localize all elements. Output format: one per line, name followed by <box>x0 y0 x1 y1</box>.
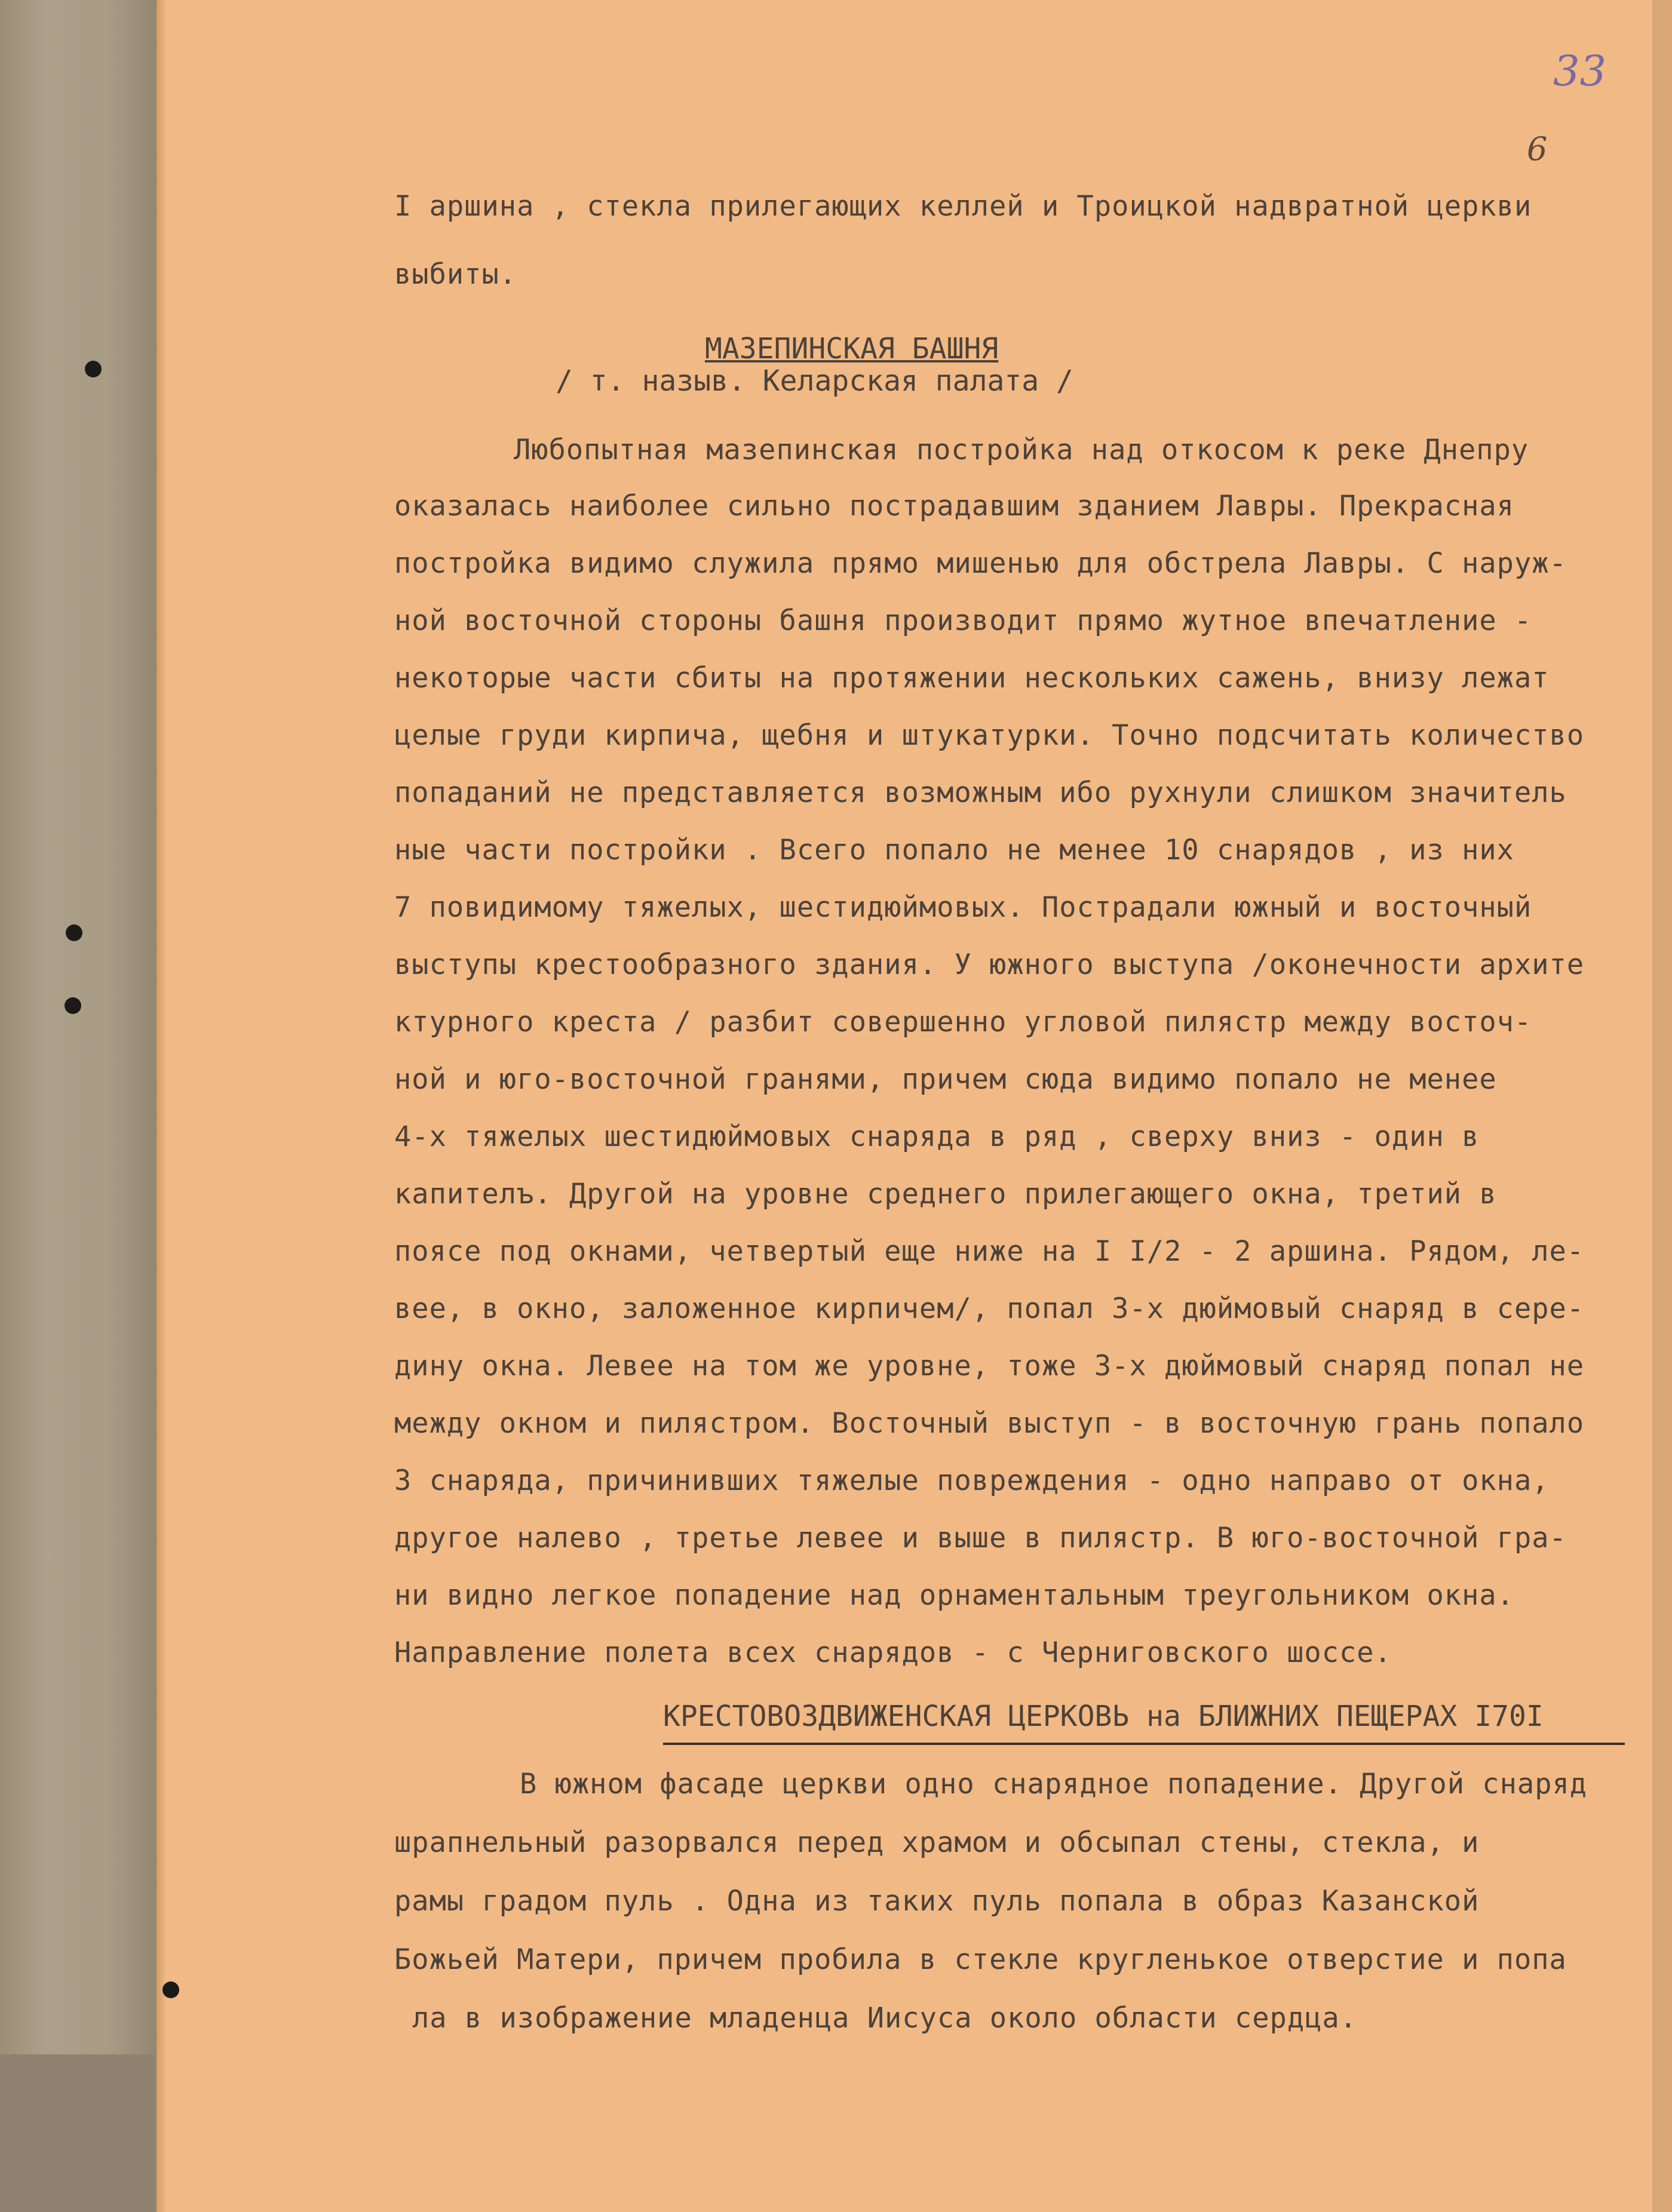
body-line: ные части постройки . Всего попало не менее 10 снарядов , из них <box>394 834 1514 867</box>
body-line: Направление полета всех снарядов - с Черниговского шоссе. <box>394 1636 1392 1669</box>
body-line: вее, в окно, заложенное кирпичем/, попал 3-х дюймовый снаряд в сере- <box>394 1292 1585 1325</box>
body-line: капителъ. Другой на уровне среднего прилегающего окна, третий в <box>394 1178 1497 1211</box>
body-line: целые груди кирпича, щебня и штукатурки. Точно подсчитать количество <box>394 719 1585 752</box>
body-line: оказалась наиболее сильно пострадавшим зданием Лавры. Прекрасная <box>394 490 1514 523</box>
body-line: рамы градом пуль . Одна из таких пуль попала в образ Казанской <box>394 1885 1480 1918</box>
punch-hole <box>85 361 102 377</box>
binding-bottom-tab <box>0 2054 157 2212</box>
punch-hole <box>66 924 82 941</box>
title-underline <box>663 1743 1625 1745</box>
body-line: другое налево , третье левее и выше в пилястр. В юго-восточной гра- <box>394 1522 1567 1554</box>
body-line: Любопытная мазепинская постройка над откосом к реке Днепру <box>514 434 1529 466</box>
sheet-number: 6 <box>1527 130 1548 168</box>
intro-line: I аршина , стекла прилегающих келлей и Троицкой надвратной церкви <box>394 190 1532 223</box>
section-subtitle: / т. назыв. Келарская палата / <box>556 364 1073 398</box>
page-edge <box>1652 0 1672 2212</box>
body-line: некоторые части сбиты на протяжении нескольких сажень, внизу лежат <box>394 662 1550 695</box>
body-line: Божьей Матери, причем пробила в стекле кругленькое отверстие и попа <box>394 1943 1567 1976</box>
body-line: поясе под окнами, четвертый еще ниже на I I/2 - 2 аршина. Рядом, ле- <box>394 1235 1585 1268</box>
body-line: 4-х тяжелых шестидюймовых снаряда в ряд , сверху вниз - один в <box>394 1120 1480 1153</box>
body-line: ни видно легкое попадение над орнаментальным треугольником окна. <box>394 1579 1514 1612</box>
intro-line: выбиты. <box>394 258 517 291</box>
body-line: выступы крестообразного здания. У южного выступа /оконечности архите <box>394 948 1585 981</box>
body-line: попаданий не представляется возможным ибо рухнули слишком значитель <box>394 776 1567 809</box>
body-line: 7 повидимому тяжелых, шестидюймовых. Пострадали южный и восточный <box>394 891 1532 924</box>
body-line: 3 снаряда, причинивших тяжелые повреждения - одно направо от окна, <box>394 1464 1550 1497</box>
binding-edge <box>157 0 165 2212</box>
body-line: постройка видимо служила прямо мишенью для обстрела Лавры. С наруж- <box>394 547 1567 580</box>
body-line: ной восточной стороны башня производит прямо жутное впечатление - <box>394 604 1532 637</box>
section-title: КРЕСТОВОЗДВИЖЕНСКАЯ ЦЕРКОВЬ на БЛИЖНИХ ПЕЩЕРАХ I70I <box>663 1700 1544 1733</box>
section-title: МАЗЕПИНСКАЯ БАШНЯ <box>705 332 999 365</box>
page-number: 33 <box>1553 47 1607 96</box>
binding-strip <box>0 0 157 2212</box>
body-line: ктурного креста / разбит совершенно угловой пилястр между восточ- <box>394 1006 1532 1039</box>
body-line: между окном и пилястром. Восточный выступ - в восточную грань попало <box>394 1407 1585 1440</box>
body-line: шрапнельный разорвался перед храмом и обсыпал стены, стекла, и <box>394 1826 1480 1859</box>
body-line: ла в изображение младенца Иисуса около области сердца. <box>412 2002 1358 2035</box>
punch-hole <box>162 1981 179 1998</box>
body-line: дину окна. Левее на том же уровне, тоже 3-х дюймовый снаряд попал не <box>394 1350 1585 1382</box>
body-line: ной и юго-восточной гранями, причем сюда видимо попало не менее <box>394 1063 1497 1096</box>
body-line: В южном фасаде церкви одно снарядное попадение. Другой снаряд <box>520 1768 1588 1801</box>
punch-hole <box>65 997 81 1014</box>
